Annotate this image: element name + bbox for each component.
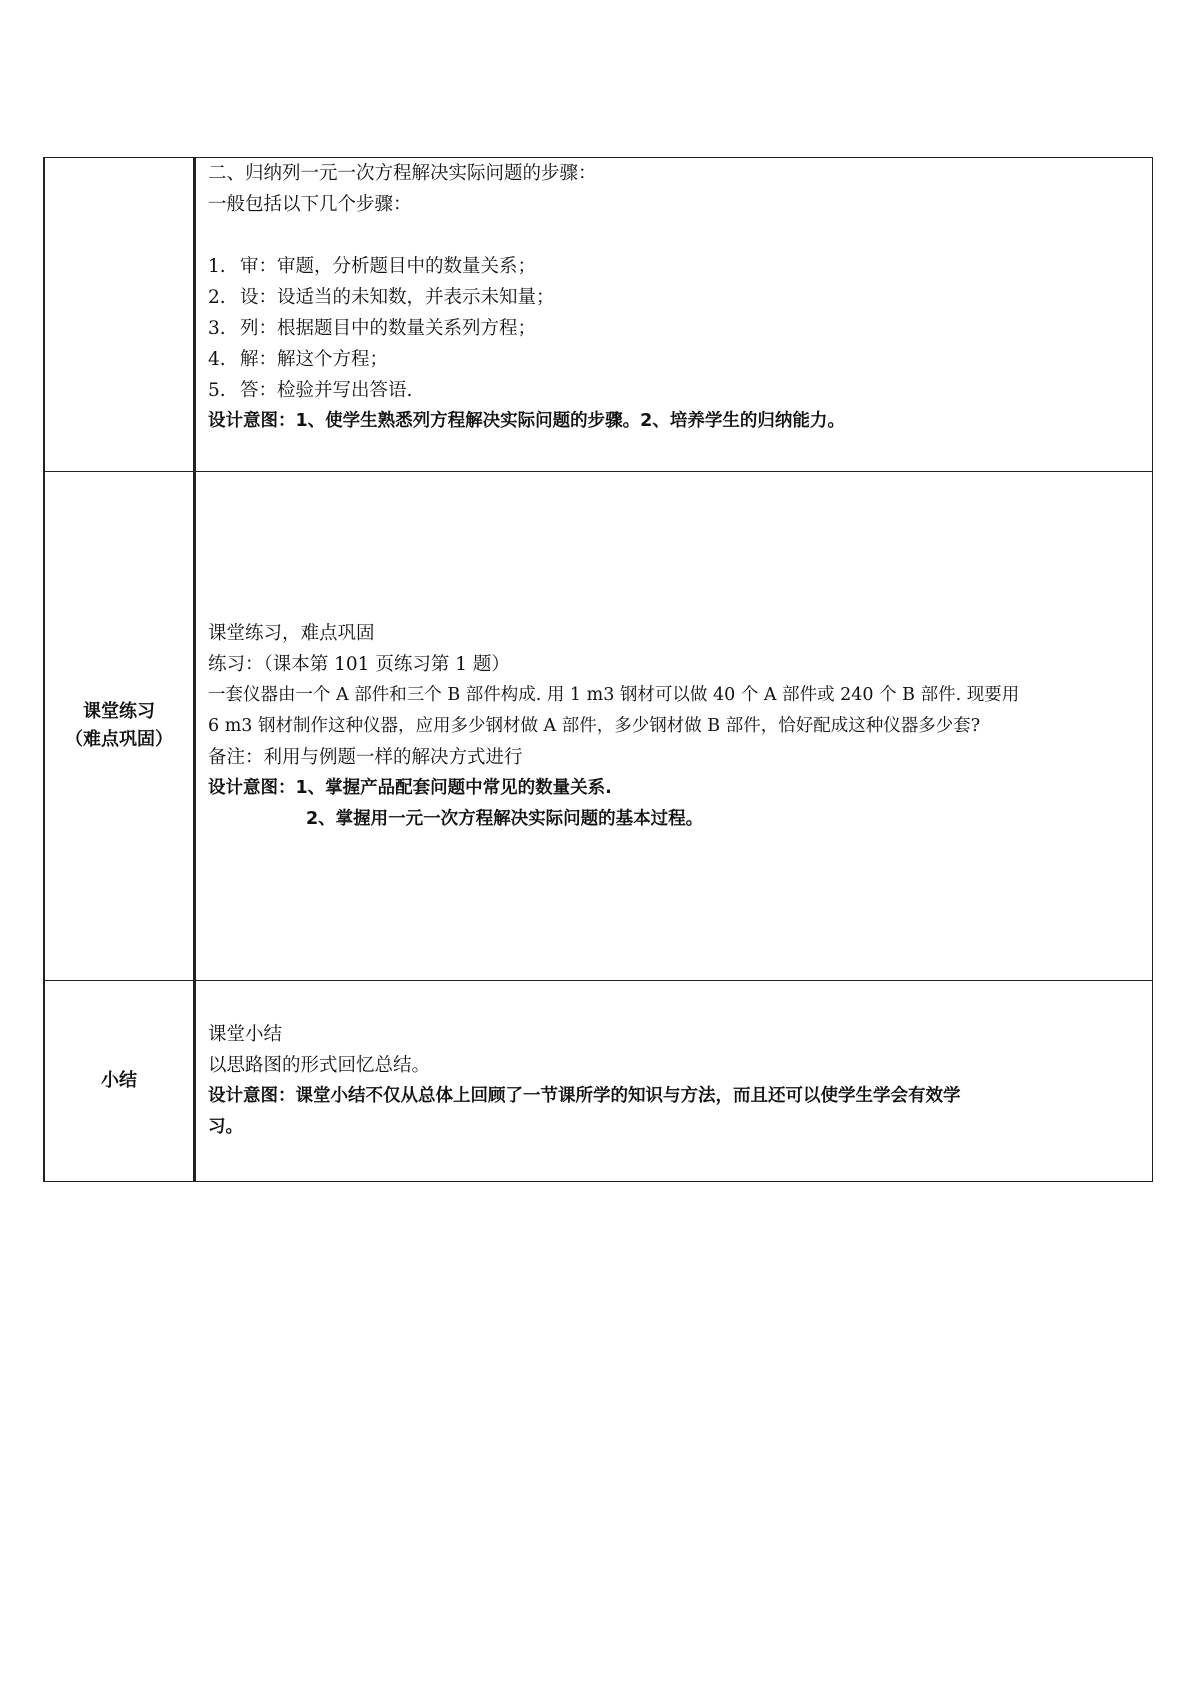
- step-number: 2.: [208, 287, 226, 308]
- design-intent-summary-1: 设计意图：课堂小结不仅从总体上回顾了一节课所学的知识与方法，而且还可以使学生学会有效学: [208, 1086, 961, 1106]
- summary-heading: 课堂小结: [208, 1024, 283, 1045]
- section-title: 二、归纳列一元一次方程解决实际问题的步骤：: [208, 163, 597, 184]
- step-item: [208, 344, 1140, 375]
- step-text: 设：设适当的未知数，并表示未知量；: [240, 287, 555, 308]
- step-item: [208, 375, 1140, 406]
- practice-heading: 课堂练习，难点巩固: [208, 622, 375, 644]
- exercise-reference: 练习：（课本第 101 页练习第 1 题）: [208, 653, 510, 675]
- problem-statement-line1: 一套仪器由一个 A 部件和三个 B 部件构成. 用 1 m3 钢材可以做 40 个 A 部件或 240 个 B 部件. 现要用: [208, 684, 1020, 705]
- summary-label: 小结: [101, 1070, 137, 1091]
- practice-note: 备注：利用与例题一样的解决方式进行: [208, 746, 523, 768]
- step-item: [208, 282, 1140, 313]
- label-cell-practice: [44, 472, 195, 981]
- practice-label: 课堂练习: [83, 701, 155, 722]
- step-text: 答：检验并写出答语.: [240, 380, 413, 401]
- blank-line: [208, 220, 1140, 251]
- row-summary: [44, 981, 1153, 1182]
- content-cell-summary: [195, 981, 1153, 1182]
- lesson-plan-table: [43, 157, 1153, 1182]
- step-item: [208, 251, 1140, 282]
- step-text: 列：根据题目中的数量关系列方程；: [240, 318, 537, 339]
- design-intent-summary-2: 习。: [208, 1117, 243, 1137]
- step-number: 5.: [208, 380, 226, 401]
- design-intent-steps: 设计意图：1、使学生熟悉列方程解决实际问题的步骤。2、培养学生的归纳能力。: [208, 411, 845, 431]
- step-number: 1.: [208, 256, 226, 277]
- practice-sublabel: （难点巩固）: [65, 729, 173, 750]
- label-cell-steps: [44, 158, 195, 472]
- design-intent-practice-2-row: [208, 804, 1140, 835]
- step-item: [208, 313, 1140, 344]
- step-text: 解：解这个方程；: [240, 349, 389, 370]
- content-cell-practice: [195, 472, 1153, 981]
- step-number: 3.: [208, 318, 226, 339]
- problem-statement-line2: 6 m3 钢材制作这种仪器，应用多少钢材做 A 部件，多少钢材做 B 部件，恰好配成这种仪器多少套?: [208, 715, 981, 736]
- design-intent-practice-1: 设计意图：1、掌握产品配套问题中常见的数量关系.: [208, 777, 612, 798]
- label-cell-summary: [44, 981, 195, 1182]
- steps-intro: 一般包括以下几个步骤：: [208, 194, 412, 215]
- step-number: 4.: [208, 349, 226, 370]
- design-intent-practice-2: 2、掌握用一元一次方程解决实际问题的基本过程。: [306, 808, 704, 829]
- summary-text: 以思路图的形式回忆总结。: [208, 1055, 431, 1076]
- row-practice: [44, 472, 1153, 981]
- content-cell-steps: [195, 158, 1153, 472]
- step-text: 审：审题，分析题目中的数量关系；: [240, 256, 537, 277]
- row-steps: [44, 158, 1153, 472]
